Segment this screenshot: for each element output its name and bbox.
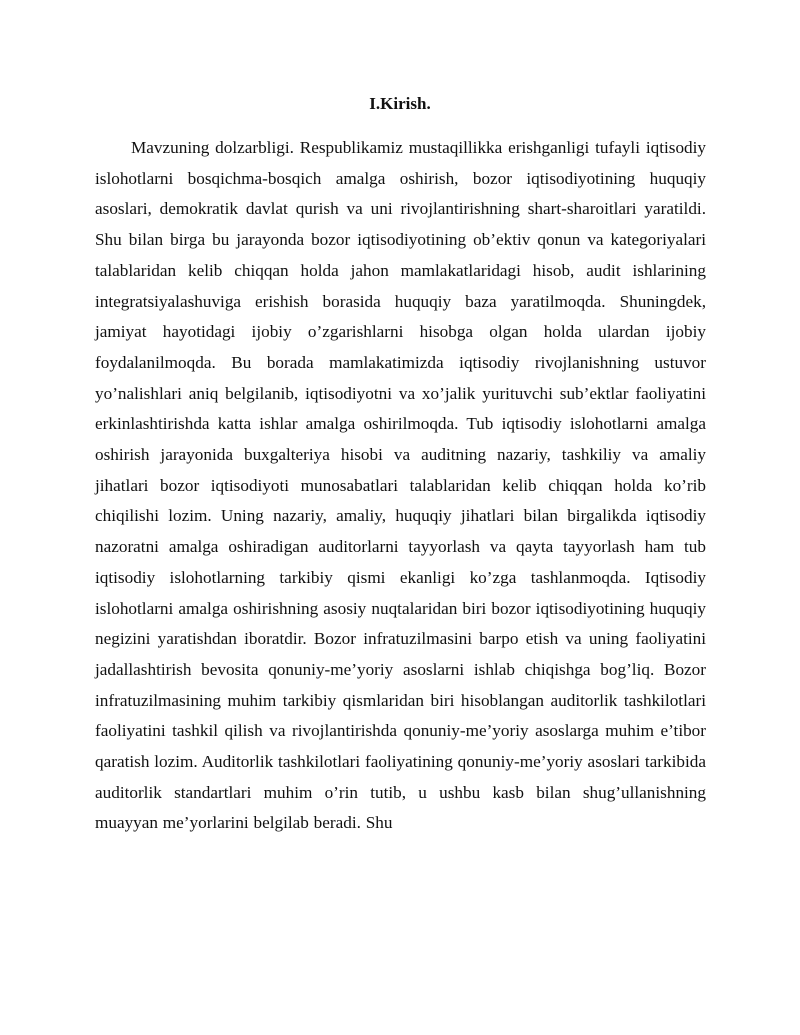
body-paragraph: Mavzuning dolzarbligi. Respublikamiz mustaqillikka erishganligi tufayli iqtisodiy islohotlarni bosqichma-bosqich amalga oshirish, bozor iqtisodiyotining huquqiy asoslari, demokratik davlat qurish va uni rivojlantirishning shart-sharoitlari yaratildi. Shu bilan birga bu jarayonda bozor iqtisodiyotining ob’ektiv qonun va kategoriyalari talablaridan kelib chiqqan holda jahon mamlakatlaridagi hisob, audit ishlarining integratsiyalashuviga erishish borasida huquqiy baza yaratilmoqda. Shuningdek, jamiyat hayotidagi ijobiy o’zgarishlarni hisobga olgan holda ulardan ijobiy foydalanilmoqda. Bu borada mamlakatimizda iqtisodiy rivojlanishning ustuvor yo’nalishlari aniq belgilanib, iqtisodiyotni va xo’jalik yurituvchi sub’ektlar faoliyatini erkinlashtirishda katta ishlar amalga oshirilmoqda. Tub iqtisodiy islohotlarni amalga oshirish jarayonida buxgalteriya hisobi va auditning nazariy, tashkiliy va amaliy jihatlari bozor iqtisodiyoti munosabatlari talablaridan kelib chiqqan holda ko’rib chiqilishi lozim. Uning nazariy, amaliy, huquqiy jihatlari bilan birgalikda iqtisodiy nazoratni amalga oshiradigan auditorlarni tayyorlash va qayta tayyorlash ham tub iqtisodiy islohotlarning tarkibiy qismi ekanligi ko’zga tashlanmoqda. Iqtisodiy islohotlarni amalga oshirishning asosiy nuqtalaridan biri bozor iqtisodiyotining huquqiy negizini yaratishdan iboratdir. Bozor infratuzilmasini barpo etish va uning faoliyatini jadallashtirish bevosita qonuniy-me’yoriy asoslarni ishlab chiqishga bog’liq. Bozor infratuzilmasining muhim tarkibiy qismlaridan biri hisoblangan auditorlik tashkilotlari faoliyatini tashkil qilish va rivojlantirishda qonuniy-me’yoriy asoslarga muhim e’tibor qaratish lozim. Auditorlik tashkilotlari faoliyatining qonuniy-me’yoriy asoslari tarkibida auditorlik standartlari muhim o’rin tutib, u ushbu kasb bilan shug’ullanishning muayyan me’yorlarini belgilab beradi. Shu [95,138,706,833]
section-heading: I.Kirish. [369,94,431,113]
